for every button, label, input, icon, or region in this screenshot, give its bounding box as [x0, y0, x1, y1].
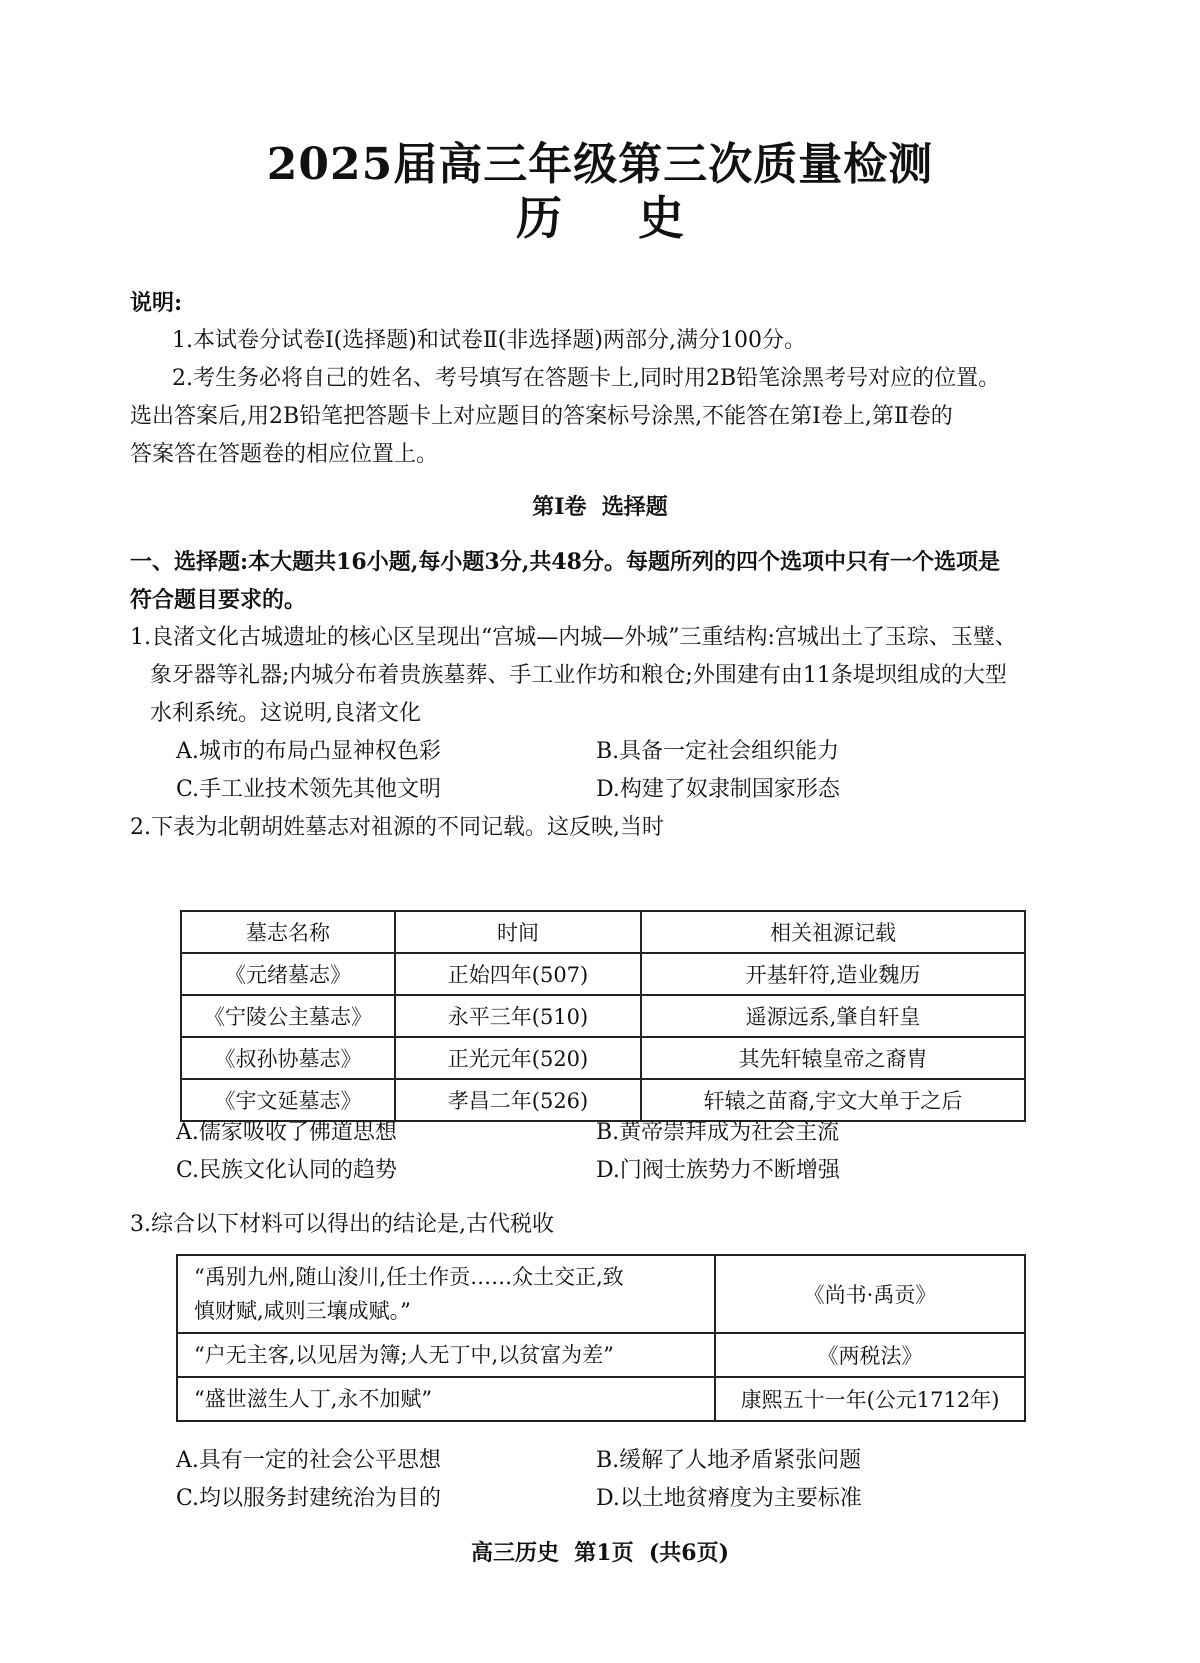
table-cell: 《宇文延墓志》 — [181, 1079, 395, 1121]
q2-option-d: D.门阀士族势力不断增强 — [596, 1158, 840, 1183]
table-cell-quote: “盛世滋生人丁,永不加赋” — [177, 1377, 715, 1421]
instruction-item-2-line1: 2.考生务必将自己的姓名、考号填写在答题卡上,同时用2B铅笔涂黑考号对应的位置。 — [172, 366, 1001, 391]
q1-option-d: D.构建了奴隶制国家形态 — [596, 777, 840, 802]
table-cell: 开基轩符,造业魏历 — [641, 953, 1025, 995]
table-header-cell: 相关祖源记载 — [641, 911, 1025, 953]
section-title: 第Ⅰ卷 选择题 — [532, 494, 668, 520]
q3-table — [176, 1254, 1026, 1422]
q1-option-b: B.具备一定社会组织能力 — [596, 739, 840, 764]
instruction-item-2-line2: 选出答案后,用2B铅笔把答题卡上对应题目的答案标号涂黑,不能答在第Ⅰ卷上,第Ⅱ卷的 — [130, 404, 953, 429]
instructions-heading: 说明: — [130, 290, 183, 316]
quote-line: 慎财赋,咸则三壤成赋。” — [194, 1299, 411, 1323]
section-intro-line2: 符合题目要求的。 — [130, 587, 307, 613]
table-cell: 正光元年(520) — [395, 1037, 641, 1079]
table-row — [181, 1037, 1025, 1079]
q3-option-a: A.具有一定的社会公平思想 — [176, 1448, 441, 1473]
instruction-item-1: 1.本试卷分试卷Ⅰ(选择题)和试卷Ⅱ(非选择题)两部分,满分100分。 — [172, 328, 806, 353]
table-cell-source: 《尚书·禹贡》 — [715, 1255, 1025, 1333]
table-cell-quote — [177, 1255, 715, 1333]
table-cell: 遥源远系,肇自轩皇 — [641, 995, 1025, 1037]
table-cell-source: 康熙五十一年(公元1712年) — [715, 1377, 1025, 1421]
table-cell: 《叔孙协墓志》 — [181, 1037, 395, 1079]
q3-option-b: B.缓解了人地矛盾紧张问题 — [596, 1448, 862, 1473]
table-cell: 孝昌二年(526) — [395, 1079, 641, 1121]
page-footer: 高三历史 第1页 (共6页) — [470, 1540, 730, 1566]
q2-option-c: C.民族文化认同的趋势 — [176, 1158, 398, 1183]
q2-option-b: B.黄帝崇拜成为社会主流 — [596, 1120, 840, 1145]
table-row — [181, 1079, 1025, 1121]
table-cell: 永平三年(510) — [395, 995, 641, 1037]
table-cell: 正始四年(507) — [395, 953, 641, 995]
table-row — [177, 1333, 1025, 1377]
q3-option-c: C.均以服务封建统治为目的 — [176, 1486, 442, 1511]
table-cell: 轩辕之苗裔,宇文大单于之后 — [641, 1079, 1025, 1121]
table-header-cell: 时间 — [395, 911, 641, 953]
q3-stem: 3.综合以下材料可以得出的结论是,古代税收 — [130, 1212, 554, 1237]
table-cell: 其先轩辕皇帝之裔胄 — [641, 1037, 1025, 1079]
table-header-cell: 墓志名称 — [181, 911, 395, 953]
q1-stem-line3: 水利系统。这说明,良渚文化 — [150, 701, 421, 726]
q1-option-c: C.手工业技术领先其他文明 — [176, 777, 442, 802]
q2-stem: 2.下表为北朝胡姓墓志对祖源的不同记载。这反映,当时 — [130, 815, 664, 840]
section-intro-line1: 一、选择题:本大题共16小题,每小题3分,共48分。每题所列的四个选项中只有一个选项是 — [130, 549, 1000, 575]
q3-option-d: D.以土地贫瘠度为主要标准 — [596, 1486, 862, 1511]
table-header-row — [181, 911, 1025, 953]
q1-stem-line2: 象牙器等礼器;内城分布着贵族墓葬、手工业作坊和粮仓;外围建有由11条堤坝组成的大型 — [150, 663, 1007, 688]
q1-stem-line1: 1.良渚文化古城遗址的核心区呈现出“宫城—内城—外城”三重结构:宫城出土了玉琮、玉璧、 — [130, 625, 1017, 650]
table-row — [177, 1255, 1025, 1333]
table-row — [181, 995, 1025, 1037]
exam-title: 2025届高三年级第三次质量检测 — [266, 139, 934, 190]
table-cell: 《宁陵公主墓志》 — [181, 995, 395, 1037]
table-cell: 《元绪墓志》 — [181, 953, 395, 995]
subject-title: 历 史 — [515, 191, 714, 245]
q1-option-a: A.城市的布局凸显神权色彩 — [176, 739, 441, 764]
table-cell-quote: “户无主客,以见居为簿;人无丁中,以贫富为差” — [177, 1333, 715, 1377]
table-row — [181, 953, 1025, 995]
table-cell-source: 《两税法》 — [715, 1333, 1025, 1377]
q2-table — [180, 910, 1026, 1122]
quote-line: “禹别九州,随山浚川,任土作贡……众土交正,致 — [194, 1265, 624, 1289]
table-row — [177, 1377, 1025, 1421]
q2-option-a: A.儒家吸收了佛道思想 — [176, 1120, 397, 1145]
instruction-item-2-line3: 答案答在答题卷的相应位置上。 — [130, 442, 439, 467]
